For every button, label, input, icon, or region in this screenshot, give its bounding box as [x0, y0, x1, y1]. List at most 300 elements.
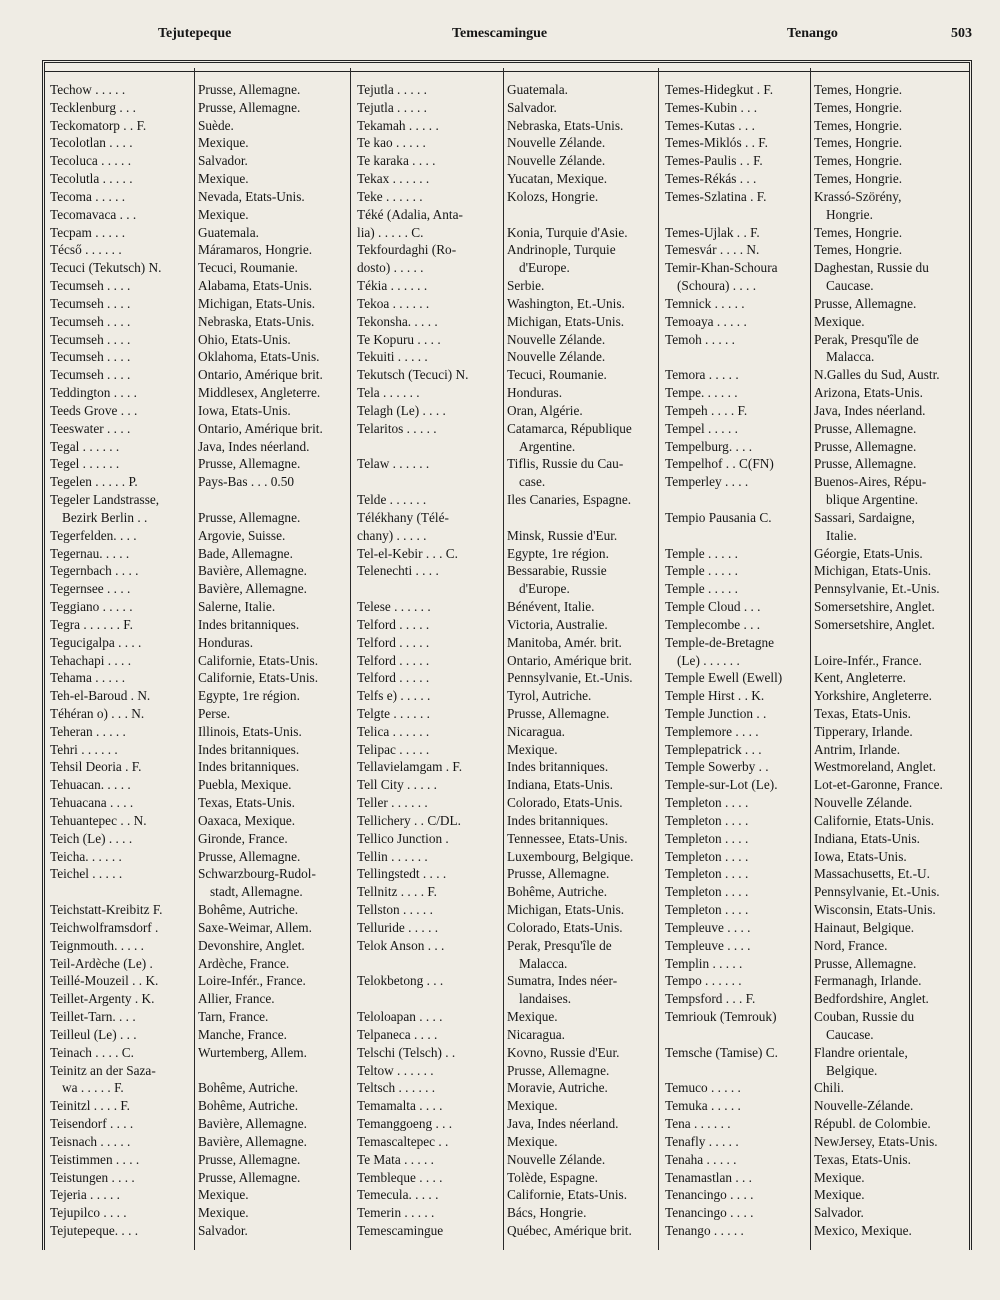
place-name: Tejutla . . . . .: [357, 82, 427, 97]
region-name: Tiflis, Russie du Cau-: [507, 456, 624, 472]
region-name: Oran, Algérie.: [507, 402, 583, 418]
region-name: Bénévent, Italie.: [507, 599, 595, 615]
gazetteer-entry: [50, 1133, 355, 1151]
region-name: Texas, Etats-Unis.: [198, 795, 295, 811]
region-name: Schwarzbourg-Rudol-: [198, 866, 316, 882]
gazetteer-entry: [665, 937, 975, 955]
region-name: Buenos-Aires, Répu-: [814, 474, 927, 490]
region-name: Mexique.: [507, 1133, 558, 1149]
region-name: Mexique.: [198, 206, 249, 222]
place-name: lia) . . . . . C.: [357, 224, 424, 240]
place-name: Temir-Khan-Schoura: [665, 260, 778, 276]
gazetteer-entry: [665, 562, 975, 580]
place-name: Temes-Ujlak . . F.: [665, 224, 760, 240]
region-name: Tarn, France.: [198, 1009, 269, 1025]
gazetteer-entry: [357, 81, 657, 99]
place-name: Telaritos . . . . .: [357, 420, 437, 436]
region-name: Mexique.: [814, 313, 865, 329]
gazetteer-entry: [665, 313, 975, 331]
place-name: Tellavielamgam . F.: [357, 759, 463, 775]
region-name: Yucatan, Mexique.: [507, 171, 608, 187]
place-name: Tempelburg. . . .: [665, 438, 753, 454]
gazetteer-entry: [50, 366, 355, 384]
place-name: Temes-Rékás . . .: [665, 171, 757, 187]
gazetteer-entry: [50, 580, 355, 598]
place-name: Tellston . . . . .: [357, 902, 433, 918]
place-name: Teillet-Tarn. . . .: [50, 1009, 136, 1025]
gazetteer-entry: [50, 188, 355, 206]
gazetteer-entry: [665, 669, 975, 687]
region-name: Perse.: [198, 705, 231, 721]
gazetteer-entry: [50, 402, 355, 420]
gazetteer-entry: [50, 1222, 355, 1240]
place-name: Telgte . . . . . .: [357, 705, 430, 721]
place-name: Tegucigalpa . . . .: [50, 634, 142, 650]
region-name: Honduras.: [507, 385, 563, 401]
region-name: Michigan, Etats-Unis.: [814, 563, 932, 579]
place-name: Tempelhof . . C(FN): [665, 456, 774, 472]
region-name: Tyrol, Autriche.: [507, 688, 592, 704]
gazetteer-entry: [357, 937, 657, 955]
gazetteer-entry: [50, 1204, 355, 1222]
gazetteer-entry: [665, 402, 975, 420]
region-name: Manche, France.: [198, 1026, 287, 1042]
region-name: case.: [519, 474, 546, 490]
gazetteer-entry: [50, 865, 355, 883]
region-name: Iles Canaries, Espagne.: [507, 492, 632, 508]
gazetteer-entry: [357, 723, 657, 741]
gazetteer-entry: [50, 990, 355, 1008]
region-name: Nebraska, Etats-Unis.: [198, 313, 315, 329]
gazetteer-entry: [665, 545, 975, 563]
region-name: Bács, Hongrie.: [507, 1205, 587, 1221]
gazetteer-entry: [665, 295, 975, 313]
place-name: Te kao . . . . .: [357, 135, 426, 151]
place-name: (Le) . . . . . .: [677, 652, 740, 668]
gazetteer-entry: [357, 616, 657, 634]
place-name: Tehachapi . . . .: [50, 652, 132, 668]
place-name: Temuka . . . . .: [665, 1098, 741, 1114]
place-name: Tehuantepec . . N.: [50, 812, 147, 828]
region-name: Wisconsin, Etats-Unis.: [814, 902, 936, 918]
place-name: dosto) . . . . .: [357, 260, 424, 276]
place-name: Tegal . . . . . .: [50, 438, 120, 454]
region-name: Mexique.: [198, 1187, 249, 1203]
place-name: Tempo . . . . . .: [665, 973, 742, 989]
place-name: Temple Ewell (Ewell): [665, 670, 783, 686]
region-name: Guatemala.: [198, 224, 259, 240]
region-name: Victoria, Australie.: [507, 616, 608, 632]
region-name: Salvador.: [507, 99, 557, 115]
place-name: Tempio Pausania C.: [665, 509, 772, 525]
gazetteer-entry: [665, 331, 975, 349]
region-name: Catamarca, République: [507, 420, 632, 436]
region-name: Tecuci, Roumanie.: [507, 367, 607, 383]
gazetteer-entry: [50, 99, 355, 117]
place-name: Tejutla . . . . .: [357, 99, 427, 115]
gazetteer-entry: [357, 1204, 657, 1222]
region-name: Oklahoma, Etats-Unis.: [198, 349, 320, 365]
place-name: chany) . . . . .: [357, 527, 427, 543]
gazetteer-entry: [357, 776, 657, 794]
place-name: Teeswater . . . .: [50, 420, 131, 436]
gazetteer-entry: [357, 830, 657, 848]
place-name: Teicha. . . . . .: [50, 848, 122, 864]
place-name: Tecumseh . . . .: [50, 367, 131, 383]
place-name: Teke . . . . . .: [357, 188, 423, 204]
region-name: Antrim, Irlande.: [814, 741, 901, 757]
gazetteer-entry: [357, 295, 657, 313]
place-name: Tekuiti . . . . .: [357, 349, 428, 365]
place-name: Téhéran o) . . . N.: [50, 705, 145, 721]
place-name: Teisnach . . . . .: [50, 1133, 131, 1149]
place-name: Temes-Szlatina . F.: [665, 188, 767, 204]
place-name: Templeton . . . .: [665, 866, 749, 882]
gazetteer-entry: [357, 188, 657, 206]
gazetteer-entry: [665, 990, 975, 1008]
place-name: Tekamah . . . . .: [357, 117, 439, 133]
place-name: Teillé-Mouzeil . . K.: [50, 973, 159, 989]
place-name: Templeuve . . . .: [665, 919, 751, 935]
place-name: Telica . . . . . .: [357, 723, 430, 739]
place-name: Teloloapan . . . .: [357, 1009, 443, 1025]
gazetteer-entry: [357, 741, 657, 759]
region-name: Michigan, Etats-Unis.: [507, 902, 625, 918]
place-name: Teichwolframsdorf .: [50, 919, 159, 935]
place-name: Tecomavaca . . .: [50, 206, 137, 222]
place-name: Telipac . . . . .: [357, 741, 430, 757]
gazetteer-entry: [665, 1186, 975, 1204]
gazetteer-entry: [50, 170, 355, 188]
gazetteer-entry: [50, 1008, 355, 1026]
region-name: Somersetshire, Anglet.: [814, 616, 935, 632]
region-name: landaises.: [519, 991, 572, 1007]
region-name: Washington, Et.-Unis.: [507, 295, 625, 311]
place-name: Templeton . . . .: [665, 795, 749, 811]
place-name: Templepatrick . . .: [665, 741, 762, 757]
place-name: (Schoura) . . . .: [677, 278, 757, 294]
gazetteer-entry: [357, 473, 657, 491]
place-name: Teltsch . . . . . .: [357, 1080, 436, 1096]
gazetteer-entry: [357, 402, 657, 420]
place-name: Telluride . . . . .: [357, 919, 439, 935]
gazetteer-entry: [50, 883, 355, 901]
region-name: Somersetshire, Anglet.: [814, 599, 935, 615]
place-name: Telfs e) . . . . .: [357, 688, 431, 704]
gazetteer-entry: [665, 152, 975, 170]
place-name: Téké (Adalia, Anta-: [357, 206, 463, 222]
gazetteer-entry: [357, 598, 657, 616]
gazetteer-entry: [665, 1222, 975, 1240]
gazetteer-entry: [50, 616, 355, 634]
gazetteer-entry: [665, 616, 975, 634]
place-name: Tell City . . . . .: [357, 777, 437, 793]
gazetteer-entry: [665, 741, 975, 759]
place-name: Telok Anson . . .: [357, 937, 445, 953]
region-name: Tennessee, Etats-Unis.: [507, 830, 628, 846]
region-name: Indes britanniques.: [198, 616, 300, 632]
place-name: wa . . . . . F.: [62, 1080, 124, 1096]
gazetteer-entry: [665, 1097, 975, 1115]
region-name: Nouvelle-Zélande.: [814, 1098, 914, 1114]
region-name: Allier, France.: [198, 991, 275, 1007]
region-name: Westmoreland, Anglet.: [814, 759, 936, 775]
gazetteer-entry: [50, 438, 355, 456]
region-name: Lot-et-Garonne, France.: [814, 777, 943, 793]
gazetteer-entry: [665, 277, 975, 295]
region-name: Indes britanniques.: [507, 759, 609, 775]
gazetteer-entry: [50, 277, 355, 295]
region-name: Guatemala.: [507, 82, 568, 97]
gazetteer-entry: [50, 955, 355, 973]
region-name: Ontario, Amérique brit.: [198, 367, 323, 383]
gazetteer-entry: [357, 259, 657, 277]
region-name: Nouvelle Zélande.: [507, 153, 606, 169]
gazetteer-entry: [357, 170, 657, 188]
gazetteer-entry: [357, 1062, 657, 1080]
gazetteer-entry: [357, 117, 657, 135]
region-name: Prusse, Allemagne.: [198, 1151, 301, 1167]
place-name: Tehri . . . . . .: [50, 741, 118, 757]
place-name: Tejutepeque. . . .: [50, 1223, 139, 1238]
place-name: Temoaya . . . . .: [665, 313, 747, 329]
region-name: Prusse, Allemagne.: [198, 82, 301, 97]
gazetteer-entry: [665, 420, 975, 438]
gazetteer-entry: [665, 652, 975, 670]
gazetteer-entry: [665, 848, 975, 866]
gazetteer-entry: [665, 955, 975, 973]
region-name: Krassó-Szörény,: [814, 188, 902, 204]
gazetteer-entry: [357, 562, 657, 580]
place-name: Temes-Miklós . . F.: [665, 135, 768, 151]
place-name: Telpaneca . . . .: [357, 1026, 438, 1042]
gazetteer-entry: [665, 794, 975, 812]
region-name: Temes, Hongrie.: [814, 153, 903, 169]
gazetteer-entry: [50, 972, 355, 990]
region-name: Argovie, Suisse.: [198, 527, 286, 543]
region-name: Prusse, Allemagne.: [198, 99, 301, 115]
gazetteer-entry: [50, 1169, 355, 1187]
place-name: Tekutsch (Tecuci) N.: [357, 367, 469, 383]
region-name: Bavière, Allemagne.: [198, 1116, 307, 1132]
place-name: Tehama . . . . .: [50, 670, 126, 686]
region-name: Middlesex, Angleterre.: [198, 385, 321, 401]
region-name: Konia, Turquie d'Asie.: [507, 224, 628, 240]
gazetteer-entry: [665, 1133, 975, 1151]
region-name: Temes, Hongrie.: [814, 117, 903, 133]
gazetteer-entry: [50, 1062, 355, 1080]
place-name: Te Kopuru . . . .: [357, 331, 441, 347]
place-name: Teichel . . . . .: [50, 866, 123, 882]
gazetteer-entry: [665, 972, 975, 990]
place-name: Tellin . . . . . .: [357, 848, 428, 864]
gazetteer-entry: [50, 313, 355, 331]
region-name: Mexique.: [814, 1187, 865, 1203]
region-name: Indes britanniques.: [198, 741, 300, 757]
region-name: Java, Indes néerland.: [814, 402, 926, 418]
region-name: Bessarabie, Russie: [507, 563, 607, 579]
gazetteer-entry: [357, 277, 657, 295]
region-name: Salvador.: [198, 153, 248, 169]
place-name: Bezirk Berlin . .: [62, 509, 148, 525]
gazetteer-entry: [357, 366, 657, 384]
place-name: Tel-el-Kebir . . . C.: [357, 545, 458, 561]
region-name: Texas, Etats-Unis.: [814, 1151, 911, 1167]
place-name: Tecumseh . . . .: [50, 278, 131, 294]
place-name: Teeds Grove . . .: [50, 402, 138, 418]
place-name: Telschi (Telsch) . .: [357, 1044, 456, 1060]
place-name: Telde . . . . . .: [357, 492, 427, 508]
gazetteer-entry: [357, 1097, 657, 1115]
place-name: Tehuacana . . . .: [50, 795, 134, 811]
region-name: Prusse, Allemagne.: [198, 456, 301, 472]
region-name: Hainaut, Belgique.: [814, 919, 915, 935]
place-name: Tenamastlan . . .: [665, 1169, 752, 1185]
place-name: Temora . . . . .: [665, 367, 739, 383]
gazetteer-entry: [50, 1044, 355, 1062]
gazetteer-entry: [665, 758, 975, 776]
gazetteer-entry: [357, 545, 657, 563]
place-name: Tekfourdaghi (Ro-: [357, 242, 457, 258]
place-name: Tekax . . . . . .: [357, 171, 430, 187]
gazetteer-entry: [665, 901, 975, 919]
gazetteer-entry: [665, 259, 975, 277]
place-name: Tempsford . . . F.: [665, 991, 756, 1007]
place-name: Teillet-Argenty . K.: [50, 991, 155, 1007]
place-name: Tékia . . . . . .: [357, 278, 428, 294]
place-name: Tekoa . . . . . .: [357, 295, 430, 311]
place-name: Temesvár . . . . N.: [665, 242, 760, 258]
place-name: Tecklenburg . . .: [50, 99, 136, 115]
gazetteer-entry: [665, 134, 975, 152]
region-name: Californie, Etats-Unis.: [198, 652, 319, 668]
place-name: Te Mata . . . . .: [357, 1151, 434, 1167]
gazetteer-entry: [50, 1079, 355, 1097]
region-name: Nicaragua.: [507, 1026, 565, 1042]
gazetteer-entry: [665, 366, 975, 384]
gazetteer-entry: [665, 1062, 975, 1080]
gazetteer-entry: [357, 883, 657, 901]
region-name: Kolozs, Hongrie.: [507, 188, 599, 204]
region-name: Manitoba, Amér. brit.: [507, 634, 622, 650]
gazetteer-entry: [665, 776, 975, 794]
place-name: Telokbetong . . .: [357, 973, 444, 989]
region-name: Minsk, Russie d'Eur.: [507, 527, 618, 543]
place-name: Tenancingo . . . .: [665, 1205, 754, 1221]
gazetteer-entry: [50, 830, 355, 848]
region-name: Moravie, Autriche.: [507, 1080, 608, 1096]
place-name: Tehuacan. . . . .: [50, 777, 131, 793]
gazetteer-column-1: [50, 81, 355, 1240]
region-name: Caucase.: [826, 1026, 874, 1042]
place-name: Telenechti . . . .: [357, 563, 439, 579]
gazetteer-entry: [50, 331, 355, 349]
region-name: Chili.: [814, 1080, 844, 1096]
place-name: Temuco . . . . .: [665, 1080, 741, 1096]
place-name: Temes-Kubin . . .: [665, 99, 758, 115]
gazetteer-entry: [50, 1115, 355, 1133]
region-name: Ohio, Etats-Unis.: [198, 331, 291, 347]
region-name: Tipperary, Irlande.: [814, 723, 913, 739]
region-name: Nouvelle Zélande.: [507, 135, 606, 151]
region-name: Kent, Angleterre.: [814, 670, 906, 686]
region-name: Wurtemberg, Allem.: [198, 1044, 307, 1060]
gazetteer-entry: [357, 812, 657, 830]
place-name: Templemore . . . .: [665, 723, 759, 739]
place-name: Temple-sur-Lot (Le).: [665, 777, 778, 793]
gazetteer-entry: [357, 527, 657, 545]
gazetteer-entry: [50, 812, 355, 830]
place-name: Temple-de-Bretagne: [665, 634, 775, 650]
gazetteer-entry: [357, 206, 657, 224]
gazetteer-entry: [665, 1151, 975, 1169]
region-name: Bavière, Allemagne.: [198, 1133, 307, 1149]
region-name: Loire-Infér., France.: [814, 652, 922, 668]
gazetteer-entry: [357, 491, 657, 509]
place-name: Telford . . . . .: [357, 616, 430, 632]
gazetteer-entry: [50, 206, 355, 224]
place-name: Tegra . . . . . . F.: [50, 616, 133, 632]
region-name: Ontario, Amérique brit.: [507, 652, 632, 668]
gazetteer-entry: [665, 99, 975, 117]
gazetteer-entry: [357, 919, 657, 937]
gazetteer-entry: [357, 313, 657, 331]
gazetteer-entry: [357, 758, 657, 776]
region-name: Luxembourg, Belgique.: [507, 848, 634, 864]
region-name: Prusse, Allemagne.: [814, 955, 917, 971]
region-name: Pennsylvanie, Et.-Unis.: [507, 670, 633, 686]
gazetteer-entry: [50, 473, 355, 491]
place-name: Tellnitz . . . . F.: [357, 884, 437, 900]
gazetteer-entry: [357, 990, 657, 1008]
gazetteer-entry: [665, 883, 975, 901]
region-name: Argentine.: [519, 438, 576, 454]
region-name: NewJersey, Etats-Unis.: [814, 1133, 938, 1149]
gazetteer-entry: [665, 438, 975, 456]
running-head-left: Tejutepeque: [158, 26, 232, 41]
place-name: Temple . . . . .: [665, 545, 738, 561]
region-name: Bohême, Autriche.: [198, 1080, 299, 1096]
gazetteer-entry: [665, 491, 975, 509]
gazetteer-entry: [50, 81, 355, 99]
region-name: Italie.: [826, 527, 857, 543]
place-name: Teil-Ardèche (Le) .: [50, 955, 153, 971]
region-name: Perak, Presqu'île de: [507, 937, 612, 953]
gazetteer-entry: [50, 652, 355, 670]
region-name: Mexique.: [507, 741, 558, 757]
region-name: Massachusetts, Et.-U.: [814, 866, 930, 882]
place-name: Tecuci (Tekutsch) N.: [50, 260, 162, 276]
place-name: Tegeler Landstrasse,: [50, 492, 160, 508]
region-name: Flandre orientale,: [814, 1044, 908, 1060]
place-name: Teheran . . . . .: [50, 723, 126, 739]
region-name: Salerne, Italie.: [198, 599, 276, 615]
gazetteer-entry: [665, 865, 975, 883]
place-name: Télékhany (Télé-: [357, 509, 449, 525]
place-name: Templeton . . . .: [665, 830, 749, 846]
gazetteer-entry: [50, 1026, 355, 1044]
place-name: Tecumseh . . . .: [50, 331, 131, 347]
place-name: Tellichery . . C/DL.: [357, 812, 461, 828]
place-name: Tela . . . . . .: [357, 385, 420, 401]
region-name: Indes britanniques.: [198, 759, 300, 775]
region-name: Prusse, Allemagne.: [814, 456, 917, 472]
column-divider: [658, 68, 659, 1250]
region-name: Géorgie, Etats-Unis.: [814, 545, 923, 561]
place-name: Tena . . . . . .: [665, 1116, 731, 1132]
place-name: Tembleque . . . .: [357, 1169, 443, 1185]
gazetteer-entry: [50, 669, 355, 687]
